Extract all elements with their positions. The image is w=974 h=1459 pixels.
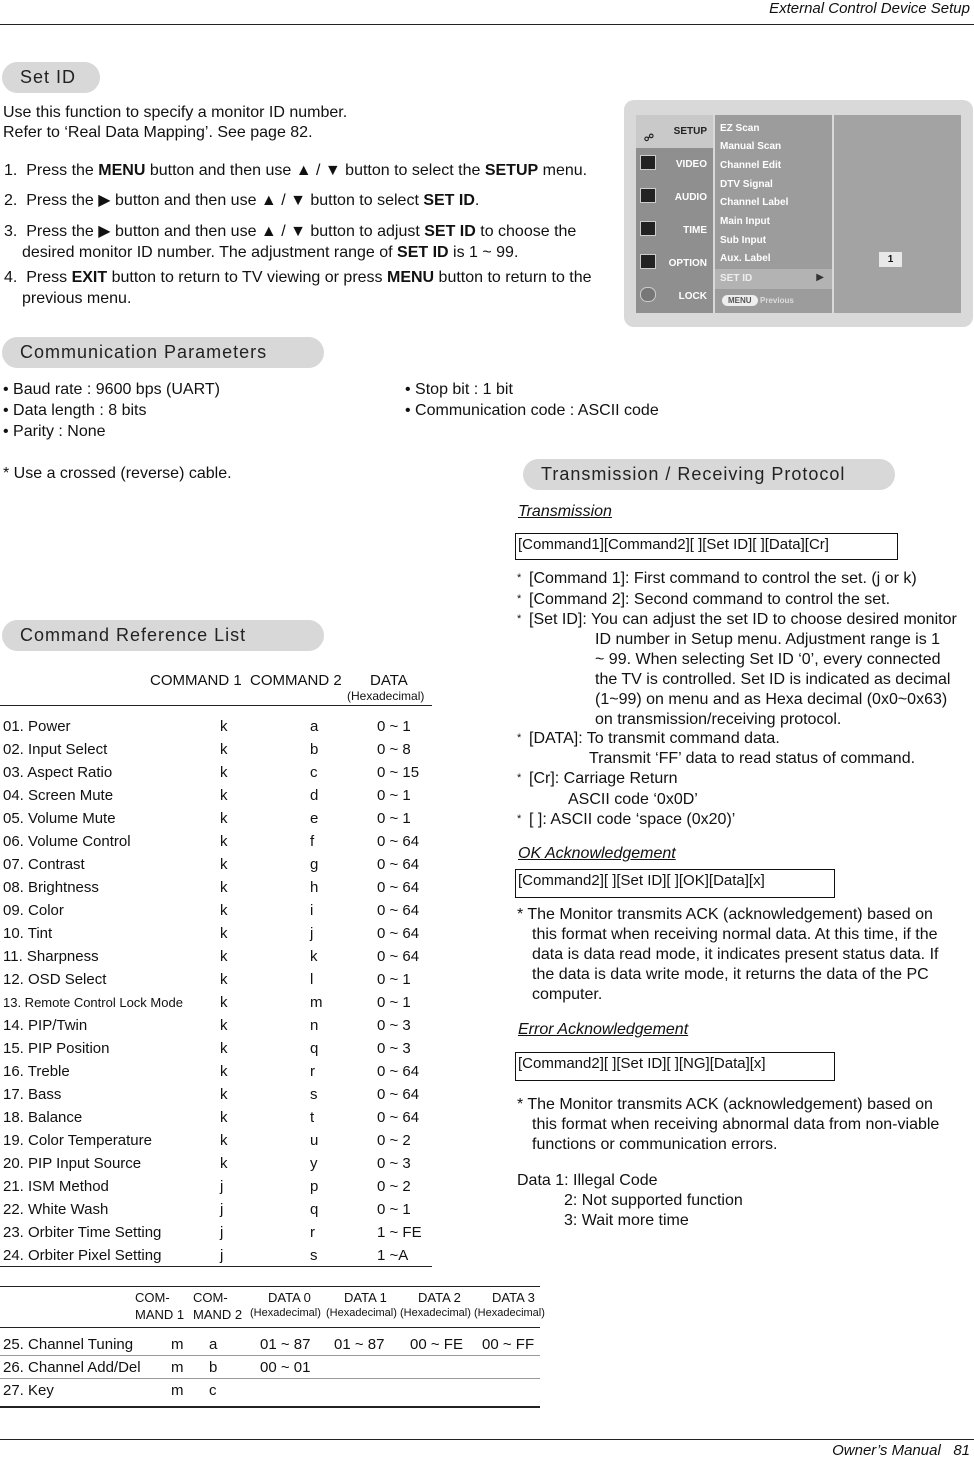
table-cell: 19. Color Temperature: [3, 1132, 152, 1149]
table-cell: 02. Input Select: [3, 741, 108, 758]
table-row: [0, 1129, 432, 1152]
asterisk: *: [517, 732, 522, 744]
table2-col-subheader: (Hexadecimal): [474, 1307, 545, 1319]
table2-col-subheader: MAND 1: [135, 1307, 185, 1322]
osd-set-id: SET ID: [720, 273, 753, 284]
table-row: [0, 1221, 432, 1244]
table-row: [0, 715, 432, 738]
table-cell: 0 ~ 64: [377, 833, 420, 850]
asterisk: *: [517, 593, 522, 605]
col-command2: COMMAND 2: [250, 672, 342, 689]
table-cell: 0 ~ 1: [377, 971, 411, 988]
table-cell: q: [310, 1201, 319, 1218]
table-cell: 0 ~ 1: [377, 810, 411, 827]
data-code-1: Data 1: Illegal Code: [517, 1172, 658, 1189]
page-footer: [832, 1442, 970, 1459]
table2-col-header: DATA 1: [344, 1290, 387, 1305]
table-cell: 0 ~ 64: [377, 1086, 420, 1103]
table-cell: 27. Key: [3, 1382, 54, 1399]
protocol-note: (1~99) on menu and as Hexa decimal (0x0~0x63): [595, 691, 948, 708]
table-cell: e: [310, 810, 319, 827]
protocol-note: ~ 99. When selecting Set ID ‘0’, every connected: [595, 651, 941, 668]
table-cell: b: [310, 741, 319, 758]
protocol-note: [Command 1]: First command to control the set. (j or k): [529, 570, 917, 587]
table-row: [0, 830, 432, 853]
satellite-icon: ☍: [643, 133, 654, 144]
table-cell: 20. PIP Input Source: [3, 1155, 142, 1172]
table-cell: y: [310, 1155, 318, 1172]
table-row: [0, 1014, 432, 1037]
table-cell: s: [310, 1086, 318, 1103]
lock-icon: [640, 287, 656, 302]
table-cell: 0 ~ 1: [377, 1201, 411, 1218]
table-cell: d: [310, 787, 319, 804]
table-cell: k: [220, 1063, 228, 1080]
osd-setup: ☍ SETUP: [636, 115, 713, 148]
table-cell: b: [209, 1359, 218, 1376]
table-cell: 22. White Wash: [3, 1201, 109, 1218]
table-cell: k: [220, 810, 228, 827]
protocol-note: [ ]: ASCII code ‘space (0x20)’: [529, 811, 736, 828]
table-cell: 01 ~ 87: [260, 1336, 311, 1353]
step-4-cont: previous menu.: [22, 290, 132, 307]
table-cell: 15. PIP Position: [3, 1040, 110, 1057]
table-cell: 08. Brightness: [3, 879, 99, 896]
table-cell: k: [220, 1017, 228, 1034]
table-cell: k: [220, 879, 228, 896]
set-id-intro2: Refer to ‘Real Data Mapping’. See page 82.: [3, 124, 313, 141]
table-row: [0, 784, 432, 807]
osd-menu-button: MENU: [722, 295, 758, 306]
table-cell: n: [310, 1017, 319, 1034]
ok-ack-label: OK Acknowledgement: [518, 845, 676, 862]
protocol-note: [Command 2]: Second command to control the set.: [529, 591, 891, 608]
table-cell: 0 ~ 1: [377, 994, 411, 1011]
table-cell: 00 ~ FE: [410, 1336, 463, 1353]
table-cell: 0 ~ 1: [377, 787, 411, 804]
col-data: DATA: [370, 672, 408, 689]
table-row: [0, 945, 432, 968]
page-header: [0, 0, 974, 25]
footer-rule: [0, 1439, 974, 1440]
table-cell: m: [171, 1359, 184, 1376]
table2-col-header: COM-: [135, 1290, 170, 1305]
table-cell: 09. Color: [3, 902, 64, 919]
table-cell: 0 ~ 1: [377, 718, 411, 735]
table2-col-subheader: (Hexadecimal): [250, 1307, 321, 1319]
table-cell: c: [310, 764, 318, 781]
comm-data-length: • Data length : 8 bits: [3, 402, 147, 419]
table-row: [0, 899, 432, 922]
header-title: External Control Device Setup: [769, 0, 970, 17]
step-3-cont: desired monitor ID number. The adjustment range of SET ID is 1 ~ 99.: [22, 244, 519, 261]
table-rule: [0, 1286, 540, 1287]
table-cell: 07. Contrast: [3, 856, 85, 873]
ok-ack-format: [Command2][ ][Set ID][ ][OK][Data][x]: [515, 869, 835, 898]
asterisk: *: [517, 813, 522, 825]
table-rule: [0, 1327, 540, 1328]
table2-col-subheader: (Hexadecimal): [400, 1307, 471, 1319]
comm-code: • Communication code : ASCII code: [405, 402, 659, 419]
table-row: [0, 1106, 432, 1129]
table-row: [0, 1083, 432, 1106]
table-cell: k: [220, 741, 228, 758]
table-cell: 0 ~ 64: [377, 1063, 420, 1080]
set-id-heading: Set ID: [2, 62, 100, 93]
table-cell: 0 ~ 64: [377, 902, 420, 919]
table-cell: 06. Volume Control: [3, 833, 131, 850]
table-cell: k: [310, 948, 318, 965]
table-cell: k: [220, 1155, 228, 1172]
osd-item: Aux. Label: [720, 253, 771, 264]
table-cell: 11. Sharpness: [3, 948, 99, 965]
osd-setup-items: [715, 115, 832, 313]
osd-item: DTV Signal: [720, 179, 773, 190]
table-cell: u: [310, 1132, 319, 1149]
table-cell: a: [310, 718, 319, 735]
ok-ack-line: this format when receiving normal data. At this time, if the: [532, 926, 938, 943]
table-cell: 25. Channel Tuning: [3, 1336, 134, 1353]
table-cell: c: [209, 1382, 217, 1399]
table-row: [0, 1333, 540, 1356]
table-row: [0, 1175, 432, 1198]
table-cell: h: [310, 879, 319, 896]
footer-text: Owner’s Manual: [832, 1442, 941, 1459]
table-cell: f: [310, 833, 315, 850]
protocol-note: [Set ID]: You can adjust the set ID to choose desired monitor: [529, 611, 957, 628]
error-ack-line: * The Monitor transmits ACK (acknowledgement) based on: [517, 1096, 933, 1113]
table-cell: s: [310, 1247, 318, 1264]
table-cell: l: [310, 971, 314, 988]
error-ack-line: functions or communication errors.: [532, 1136, 778, 1153]
table-cell: 01 ~ 87: [334, 1336, 385, 1353]
table-rule: [0, 1266, 432, 1267]
table-row: [0, 1244, 432, 1267]
osd-previous-label: Previous: [760, 296, 794, 305]
table-cell: 10. Tint: [3, 925, 53, 942]
table-cell: g: [310, 856, 319, 873]
osd-time: TIME: [636, 214, 713, 247]
table-cell: 01. Power: [3, 718, 71, 735]
table-cell: m: [171, 1336, 184, 1353]
osd-value-panel: [834, 115, 961, 313]
table-row: [0, 807, 432, 830]
table-cell: 0 ~ 8: [377, 741, 411, 758]
osd-video: VIDEO: [636, 148, 713, 181]
osd-lock: LOCK: [636, 280, 713, 313]
table-row: [0, 1152, 432, 1175]
table-cell: k: [220, 948, 228, 965]
asterisk: *: [517, 613, 522, 625]
osd-selected-row: [715, 269, 832, 289]
table-cell: 1 ~A: [377, 1247, 409, 1264]
table-row: [0, 876, 432, 899]
osd-set-id-value: 1: [879, 252, 902, 267]
table-cell: i: [310, 902, 314, 919]
protocol-note: [Cr]: Carriage Return: [529, 770, 678, 787]
table-cell: 17. Bass: [3, 1086, 62, 1103]
table-cell: k: [220, 925, 228, 942]
table-row: [0, 991, 432, 1014]
table-cell: 26. Channel Add/Del: [3, 1359, 141, 1376]
table-row: [0, 968, 432, 991]
table-cell: k: [220, 764, 228, 781]
table2-col-header: COM-: [193, 1290, 228, 1305]
comm-baud: • Baud rate : 9600 bps (UART): [3, 381, 220, 398]
ok-ack-line: the data is data write mode, it returns the data of the PC: [532, 966, 929, 983]
table2-col-subheader: (Hexadecimal): [326, 1307, 397, 1319]
table-cell: 14. PIP/Twin: [3, 1017, 88, 1034]
osd-item: Manual Scan: [720, 141, 782, 152]
step-1: 1. Press the MENU button and then use ▲ / ▼ button to select the SETUP menu.: [4, 162, 588, 179]
protocol-note: the TV is controlled. Set ID is indicated as decimal: [595, 671, 951, 688]
osd-item: Main Input: [720, 216, 770, 227]
table2-col-header: DATA 2: [418, 1290, 461, 1305]
table-cell: 0 ~ 3: [377, 1155, 411, 1172]
clock-icon: [640, 221, 656, 236]
table-row: [0, 1037, 432, 1060]
table-cell: k: [220, 1132, 228, 1149]
table-cell: 04. Screen Mute: [3, 787, 114, 804]
comm-heading: Communication Parameters: [2, 337, 324, 368]
data-code-3: 3: Wait more time: [564, 1212, 689, 1229]
ok-ack-line: * The Monitor transmits ACK (acknowledgement) based on: [517, 906, 933, 923]
table-cell: 0 ~ 64: [377, 856, 420, 873]
table-cell: k: [220, 994, 228, 1011]
protocol-note: on transmission/receiving protocol.: [595, 711, 842, 728]
error-ack-line: this format when receiving abnormal data from non-viable: [532, 1116, 940, 1133]
data-code-2: 2: Not supported function: [564, 1192, 743, 1209]
table-cell: 21. ISM Method: [3, 1178, 109, 1195]
osd-item: EZ Scan: [720, 123, 760, 134]
step-4: 4. Press EXIT button to return to TV viewing or press MENU button to return to the: [4, 269, 592, 286]
table-cell: 0 ~ 3: [377, 1017, 411, 1034]
table-cell: 0 ~ 64: [377, 879, 420, 896]
option-icon: [640, 254, 656, 269]
comm-stop-bit: • Stop bit : 1 bit: [405, 381, 513, 398]
audio-icon: [640, 188, 656, 203]
table-cell: k: [220, 718, 228, 735]
table-cell: 24. Orbiter Pixel Setting: [3, 1247, 162, 1264]
transmission-format: [Command1][Command2][ ][Set ID][ ][Data][Cr]: [515, 533, 898, 560]
table-cell: 16. Treble: [3, 1063, 70, 1080]
table-cell: 1 ~ FE: [377, 1224, 422, 1241]
table-row: [0, 1198, 432, 1221]
table-row: [0, 853, 432, 876]
table-row: [0, 1356, 540, 1379]
table-row: [0, 1379, 540, 1402]
col-command1: COMMAND 1: [150, 672, 242, 689]
table-cell: k: [220, 787, 228, 804]
protocol-note: ASCII code ‘0x0D’: [568, 791, 698, 808]
video-icon: [640, 155, 656, 170]
table2-col-header: DATA 3: [492, 1290, 535, 1305]
table-row: [0, 1060, 432, 1083]
page-number: 81: [953, 1442, 970, 1459]
table-cell: 00 ~ FF: [482, 1336, 535, 1353]
ok-ack-line: data is data read mode, it indicates present status data. If: [532, 946, 939, 963]
osd-item: Channel Label: [720, 197, 789, 208]
comm-cable-note: * Use a crossed (reverse) cable.: [3, 465, 232, 482]
error-ack-label: Error Acknowledgement: [518, 1021, 689, 1038]
table-cell: t: [310, 1109, 315, 1126]
protocol-heading: Transmission / Receiving Protocol: [523, 459, 895, 490]
table-cell: r: [310, 1063, 315, 1080]
comm-parity: • Parity : None: [3, 423, 106, 440]
table-cell: 12. OSD Select: [3, 971, 107, 988]
table-cell: q: [310, 1040, 319, 1057]
table-cell: m: [171, 1382, 184, 1399]
table-cell: k: [220, 1086, 228, 1103]
protocol-note: [DATA]: To transmit command data.: [529, 730, 780, 747]
table-cell: p: [310, 1178, 319, 1195]
ok-ack-line: computer.: [532, 986, 603, 1003]
table-cell: k: [220, 902, 228, 919]
table-cell: 0 ~ 64: [377, 948, 420, 965]
table-cell: k: [220, 1109, 228, 1126]
table-cell: k: [220, 856, 228, 873]
osd-audio: AUDIO: [636, 181, 713, 214]
table-cell: 0 ~ 15: [377, 764, 420, 781]
osd-option: OPTION: [636, 247, 713, 280]
protocol-note: ID number in Setup menu. Adjustment range is 1: [595, 631, 941, 648]
transmission-label: Transmission: [518, 503, 612, 520]
table-cell: r: [310, 1224, 315, 1241]
table-cell: j: [310, 925, 314, 942]
table-rule: [0, 1406, 540, 1408]
table-cell: j: [220, 1247, 224, 1264]
table-row: [0, 761, 432, 784]
table-cell: m: [310, 994, 323, 1011]
table-cell: 23. Orbiter Time Setting: [3, 1224, 162, 1241]
table-cell: k: [220, 971, 228, 988]
table-cell: 0 ~ 3: [377, 1040, 411, 1057]
osd-item: Channel Edit: [720, 160, 782, 171]
col-data-hex: (Hexadecimal): [347, 689, 425, 703]
step-2: 2. Press the ▶ button and then use ▲ / ▼ button to select SET ID.: [4, 192, 480, 209]
cmdref-heading: Command Reference List: [2, 620, 324, 651]
table-cell: 05. Volume Mute: [3, 810, 116, 827]
set-id-intro1: Use this function to specify a monitor ID number.: [3, 104, 348, 121]
table-cell: 0 ~ 2: [377, 1178, 411, 1195]
error-ack-format: [Command2][ ][Set ID][ ][NG][Data][x]: [515, 1052, 835, 1081]
osd-item: Sub Input: [720, 235, 767, 246]
table-cell: 18. Balance: [3, 1109, 83, 1126]
table-row: [0, 922, 432, 945]
table-cell: k: [220, 833, 228, 850]
step-3: 3. Press the ▶ button and then use ▲ / ▼ button to adjust SET ID to choose the: [4, 223, 577, 240]
table-row: [0, 738, 432, 761]
table-cell: j: [220, 1224, 224, 1241]
table-cell: 0 ~ 64: [377, 1109, 420, 1126]
right-arrow-icon: ▶: [816, 272, 824, 283]
asterisk: *: [517, 572, 522, 584]
table-cell: 00 ~ 01: [260, 1359, 311, 1376]
asterisk: *: [517, 772, 522, 784]
table-cell: j: [220, 1201, 224, 1218]
osd-category-list: [636, 115, 713, 313]
table-cell: j: [220, 1178, 224, 1195]
table-cell: k: [220, 1040, 228, 1057]
table2-col-subheader: MAND 2: [193, 1307, 243, 1322]
protocol-note: Transmit ‘FF’ data to read status of command.: [589, 750, 916, 767]
table-cell: a: [209, 1336, 218, 1353]
table-cell: 0 ~ 2: [377, 1132, 411, 1149]
osd-menu-screenshot: [624, 100, 973, 327]
table-cell: 13. Remote Control Lock Mode: [3, 995, 183, 1010]
table-rule: [0, 705, 432, 706]
table2-col-header: DATA 0: [268, 1290, 311, 1305]
table-cell: 03. Aspect Ratio: [3, 764, 113, 781]
table-cell: 0 ~ 64: [377, 925, 420, 942]
